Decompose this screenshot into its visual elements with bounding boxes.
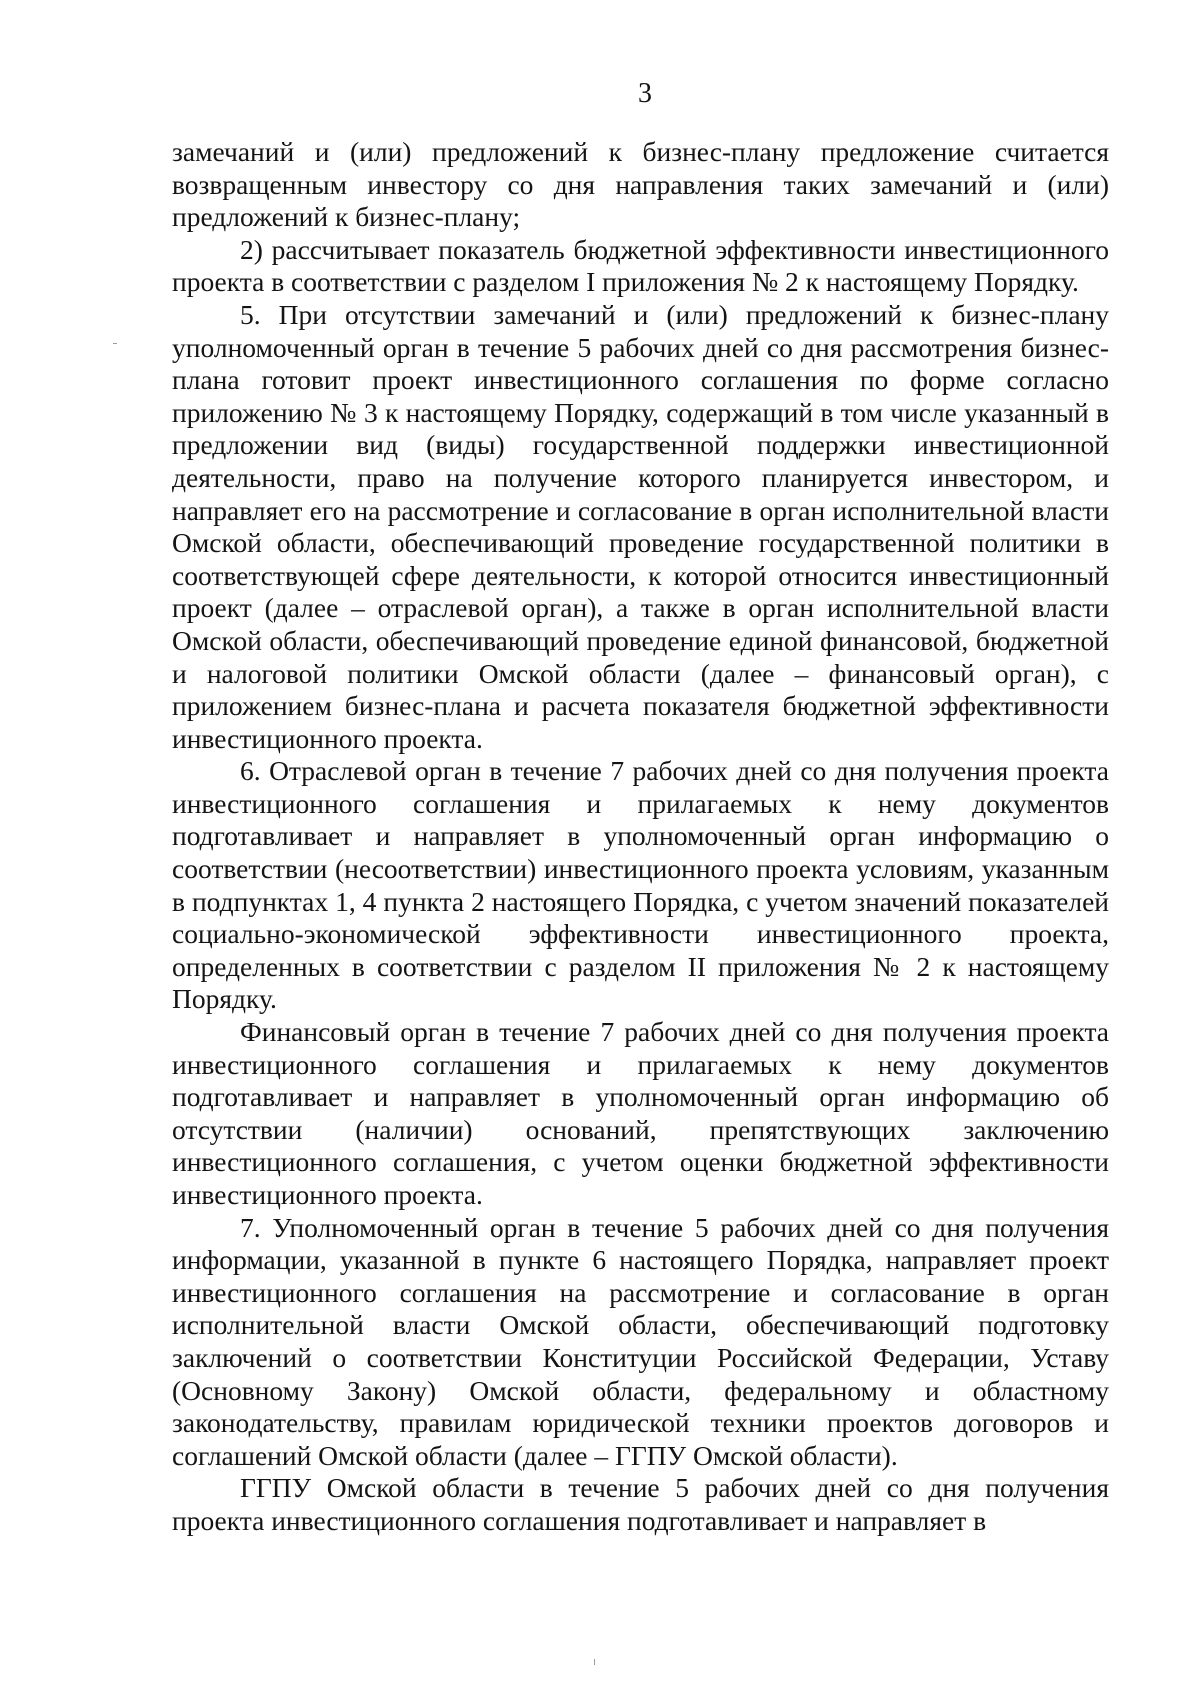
page-number: 3 xyxy=(638,78,652,109)
paragraph-item-5: 5. При отсутствии замечаний и (или) предложений к бизнес-плану уполномоченный орган в течение 5 рабочих дней со дня рассмотрения бизнес-плана готовит проект инвестиционного соглашения по форме согласно приложению № 3 к настоящему Порядку, содержащий в том числе указанный в предложении вид (виды) государственной поддержки инвестиционной деятельности, право на получение которого планируется инвестором, и направляет его на рассмотрение и согласование в орган исполнительной власти Омской области, обеспечивающий проведение государственной политики в соответствующей сфере деятельности, к которой относится инвестиционный проект (далее – отраслевой орган), а также в орган исполнительной власти Омской области, обеспечивающий проведение единой финансовой, бюджетной и налоговой политики Омской области (далее – финансовый орган), с приложением бизнес-плана и расчета показателя бюджетной эффективности инвестиционного проекта. xyxy=(172,298,1109,754)
paragraph-financial-body: Финансовый орган в течение 7 рабочих дней со дня получения проекта инвестиционного соглашения и прилагаемых к нему документов подготавливает и направляет в уполномоченный орган информацию об отсутствии (наличии) оснований, препятствующих заключению инвестиционного соглашения, с учетом оценки бюджетной эффективности инвестиционного проекта. xyxy=(172,1016,1109,1210)
scan-mark-left xyxy=(113,343,117,344)
paragraph-subitem-2: 2) рассчитывает показатель бюджетной эффективности инвестиционного проекта в соответствии с разделом I приложения № 2 к настоящему Порядку. xyxy=(172,233,1109,298)
document-body xyxy=(172,136,1109,1538)
paragraph-item-7: 7. Уполномоченный орган в течение 5 рабочих дней со дня получения информации, указанной в пункте 6 настоящего Порядка, направляет проект инвестиционного соглашения на рассмотрение и согласование в орган исполнительной власти Омской области, обеспечивающий подготовку заключений о соответствии Конституции Российской Федерации, Уставу (Основному Закону) Омской области, федеральному и областному законодательству, правилам юридической техники проектов договоров и соглашений Омской области (далее – ГГПУ Омской области). xyxy=(172,1211,1109,1471)
paragraph-item-6: 6. Отраслевой орган в течение 7 рабочих дней со дня получения проекта инвестиционного соглашения и прилагаемых к нему документов подготавливает и направляет в уполномоченный орган информацию о соответствии (несоответствии) инвестиционного проекта условиям, указанным в подпунктах 1, 4 пункта 2 настоящего Порядка, с учетом значений показателей социально-экономической эффективности инвестиционного проекта, определенных в соответствии с разделом II приложения № 2 к настоящему Порядку. xyxy=(172,755,1109,1015)
paragraph-continuation: замечаний и (или) предложений к бизнес-плану предложение считается возвращенным инвестору со дня направления таких замечаний и (или) предложений к бизнес-плану; xyxy=(172,136,1109,233)
paragraph-ggpu: ГГПУ Омской области в течение 5 рабочих дней со дня получения проекта инвестиционного соглашения подготавливает и направляет в xyxy=(172,1472,1109,1536)
scan-mark-bottom xyxy=(594,1659,595,1665)
